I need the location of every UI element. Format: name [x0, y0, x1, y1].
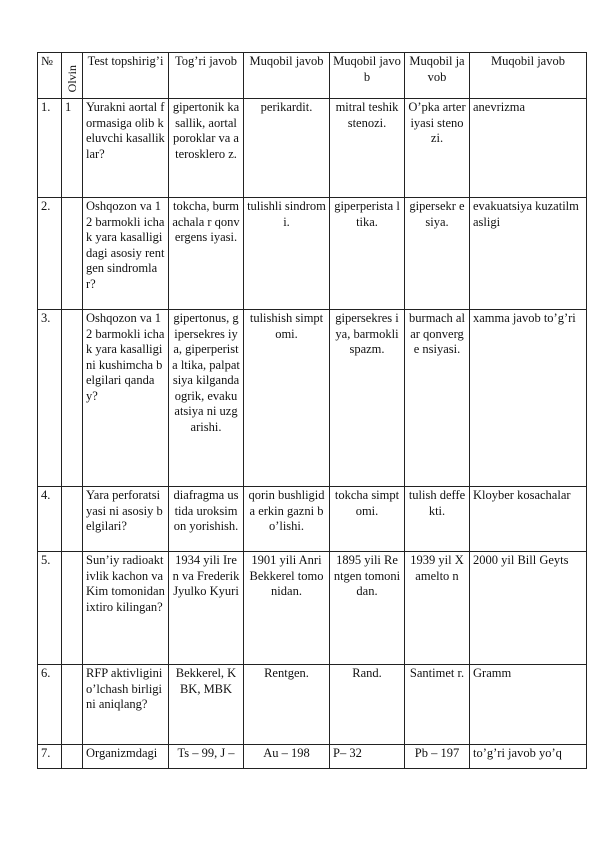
alt-answer-4: evakuatsiya kuzatilmasligi: [470, 198, 587, 310]
row-number: 2.: [38, 198, 62, 310]
alt-answer-2: mitral teshik stenozi.: [330, 99, 405, 198]
header-correct-answer: Tog’ri javob: [169, 53, 244, 99]
row-olvin: [62, 487, 83, 552]
alt-answer-4: xamma javob to’g’ri: [470, 310, 587, 487]
alt-answer-4: Gramm: [470, 665, 587, 745]
header-alt-answer-1: Muqobil javob: [244, 53, 330, 99]
test-table: [37, 52, 587, 769]
alt-answer-3: O’pka arteriyasi stenozi.: [405, 99, 470, 198]
correct-answer: 1934 yili Iren va Frederik Jyulko Kyuri: [169, 552, 244, 665]
test-table-sheet: [37, 52, 587, 769]
table-row: [38, 99, 587, 198]
alt-answer-4: Kloyber kosachalar: [470, 487, 587, 552]
alt-answer-1: perikardit.: [244, 99, 330, 198]
header-row: [38, 53, 587, 99]
row-olvin: [62, 745, 83, 769]
alt-answer-1: 1901 yili Anri Bekkerel tomonidan.: [244, 552, 330, 665]
table-row: [38, 310, 587, 487]
alt-answer-3: Santimet r.: [405, 665, 470, 745]
question-text: RFP aktivligini o’lchash birligini aniqlang?: [83, 665, 169, 745]
question-text: Yara perforatsiyasi ni asosiy belgilari?: [83, 487, 169, 552]
row-number: 3.: [38, 310, 62, 487]
alt-answer-3: burmach alar qonverge nsiyasi.: [405, 310, 470, 487]
row-olvin: [62, 198, 83, 310]
question-text: Oshqozon va 12 barmokli ichak yara kasalligini kushimcha belgilari qanday?: [83, 310, 169, 487]
row-olvin: [62, 665, 83, 745]
header-alt-answer-4: Muqobil javob: [470, 53, 587, 99]
alt-answer-2: giperperista ltika.: [330, 198, 405, 310]
header-olvin: [62, 53, 83, 99]
table-row: [38, 665, 587, 745]
question-text: Sun’iy radioaktivlik kachon va Kim tomonidan ixtiro kilingan?: [83, 552, 169, 665]
table-row: [38, 487, 587, 552]
correct-answer: diafragma ustida uroksimon yorishish.: [169, 487, 244, 552]
alt-answer-1: Rentgen.: [244, 665, 330, 745]
alt-answer-3: gipersekr esiya.: [405, 198, 470, 310]
row-olvin: [62, 552, 83, 665]
header-alt-answer-2: Muqobil javob: [330, 53, 405, 99]
alt-answer-1: qorin bushligida erkin gazni bo’lishi.: [244, 487, 330, 552]
alt-answer-2: tokcha simptomi.: [330, 487, 405, 552]
question-text: Yurakni aortal formasiga olib keluvchi kasalliklar?: [83, 99, 169, 198]
alt-answer-4: anevrizma: [470, 99, 587, 198]
alt-answer-4: to’g’ri javob yo’q: [470, 745, 587, 769]
row-number: 1.: [38, 99, 62, 198]
alt-answer-1: tulishish simptomi.: [244, 310, 330, 487]
correct-answer: gipertonik kasallik, aortal poroklar va aterosklero z.: [169, 99, 244, 198]
alt-answer-1: Au – 198: [244, 745, 330, 769]
question-text: Organizmdagi: [83, 745, 169, 769]
table-row: [38, 745, 587, 769]
alt-answer-1: tulishli sindromi.: [244, 198, 330, 310]
row-number: 5.: [38, 552, 62, 665]
table-row: [38, 198, 587, 310]
correct-answer: Ts – 99, J –: [169, 745, 244, 769]
header-question: Test topshirig’i: [83, 53, 169, 99]
alt-answer-3: tulish deffekti.: [405, 487, 470, 552]
alt-answer-2: gipersekres iya, barmokli spazm.: [330, 310, 405, 487]
row-number: 7.: [38, 745, 62, 769]
correct-answer: gipertonus, gipersekres iya, giperperista ltika, palpatsiya kilganda ogrik, evakuatsiya ni uzgarishi.: [169, 310, 244, 487]
table-row: [38, 552, 587, 665]
row-number: 6.: [38, 665, 62, 745]
question-text: Oshqozon va 12 barmokli ichak yara kasalligidagi asosiy rentgen sindromlar?: [83, 198, 169, 310]
alt-answer-2: 1895 yili Rentgen tomonidan.: [330, 552, 405, 665]
row-olvin: [62, 310, 83, 487]
header-alt-answer-3: Muqobil javob: [405, 53, 470, 99]
alt-answer-2: Rand.: [330, 665, 405, 745]
alt-answer-3: 1939 yil Xamelto n: [405, 552, 470, 665]
alt-answer-3: Pb – 197: [405, 745, 470, 769]
correct-answer: Bekkerel, KBK, MBK: [169, 665, 244, 745]
correct-answer: tokcha, burmachala r qonvergens iyasi.: [169, 198, 244, 310]
header-olvin-label: Olvin: [65, 65, 79, 93]
alt-answer-2: P– 32: [330, 745, 405, 769]
row-number: 4.: [38, 487, 62, 552]
header-number: №: [38, 53, 62, 99]
alt-answer-4: 2000 yil Bill Geyts: [470, 552, 587, 665]
row-olvin: 1: [62, 99, 83, 198]
